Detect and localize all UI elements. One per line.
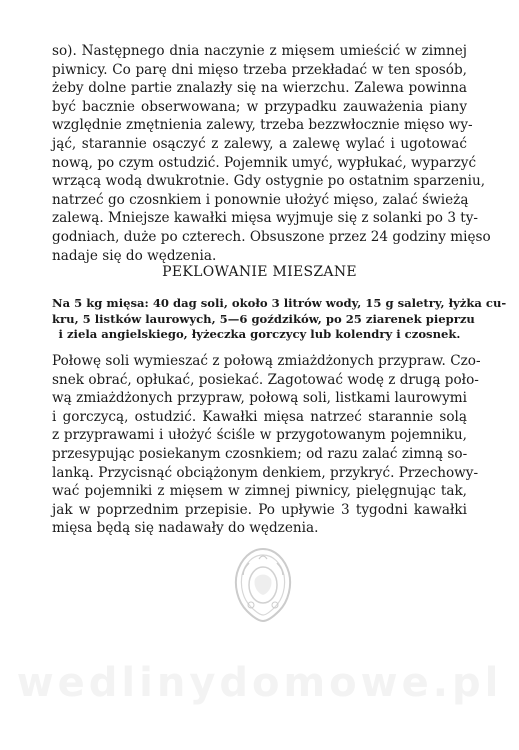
text-line: wać pojemniki z mięsem w zimnej piwnicy, pielęgnując tak, — [52, 483, 467, 500]
ingredients-line: Na 5 kg mięsa: 40 dag soli, około 3 litrów wody, 15 g saletry, łyżka cu- — [52, 296, 507, 310]
decorative-seal-icon — [229, 545, 297, 625]
text-line: piwnicy. Co parę dni mięso trzeba przekładać w ten sposób, — [52, 61, 467, 78]
text-line: jak w poprzednim przepisie. Po upływie 3 tygodni kawałki — [52, 501, 467, 518]
text-line: Połowę soli wymieszać z połową zmiażdżonych przypraw. Czo- — [52, 353, 481, 369]
text-line: być bacznie obserwowana; w przypadku zauważenia piany — [52, 98, 467, 115]
ingredients-line: kru, 5 listków laurowych, 5—6 goździków, po 25 ziarenek pieprzu — [52, 311, 475, 326]
text-line: z przyprawami i ułożyć ściśle w przygotowanym pojemniku, — [52, 427, 467, 444]
text-line: wrzącą wodą dwukrotnie. Gdy ostygnie po ostatnim sparzeniu, — [52, 173, 486, 190]
section-heading: PEKLOWANIE MIESZANE — [162, 264, 357, 280]
text-line: natrzeć go czosnkiem i ponownie ułożyć mięso, zalać świeżą — [52, 191, 469, 208]
text-line: mięsa będą się nadawały do wędzenia. — [52, 520, 319, 537]
ingredients-list — [52, 296, 507, 343]
text-line: przesypując posiekanym czosnkiem; od razu zalać zimną so- — [52, 445, 468, 462]
text-line: nową, po czym ostudzić. Pojemnik umyć, wypłukać, wyparzyć — [52, 154, 477, 171]
watermark-text: wedlinydomowe.pl — [16, 660, 503, 706]
text-line: względnie zmętnienia zalewy, trzeba bezzwłocznie mięso wy- — [52, 117, 473, 134]
text-line: godniach, duże po czterech. Obsuszone przez 24 godziny mięso — [52, 228, 491, 245]
text-line: i gorczycą, ostudzić. Kawałki mięsa natrzeć starannie solą — [52, 408, 467, 425]
text-line: żeby dolne partie znalazły się na wierzchu. Zalewa powinna — [52, 80, 467, 97]
paragraph-curing-instructions — [52, 42, 491, 265]
paragraph-mixed-curing — [52, 352, 481, 538]
text-line: so). Następnego dnia naczynie z mięsem umieścić w zimnej — [52, 43, 467, 59]
ingredients-line: i ziela angielskiego, łyżeczka gorczycy lub kolendry i czosnek. — [58, 327, 461, 342]
text-line: lanką. Przycisnąć obciążonym denkiem, przykryć. Przechowy- — [52, 464, 479, 481]
text-line: snek obrać, opłukać, posiekać. Zagotować wodę z drugą poło- — [52, 371, 479, 388]
text-line: jąć, starannie osączyć z zalewy, a zalewę wylać i ugotować — [52, 135, 467, 152]
text-line: zalewą. Mniejsze kawałki mięsa wyjmuje się z solanki po 3 ty- — [52, 210, 479, 227]
text-line: wą zmiażdżonych przypraw, połową soli, listkami laurowymi — [52, 390, 467, 407]
text-line: nadaje się do wędzenia. — [52, 247, 217, 264]
